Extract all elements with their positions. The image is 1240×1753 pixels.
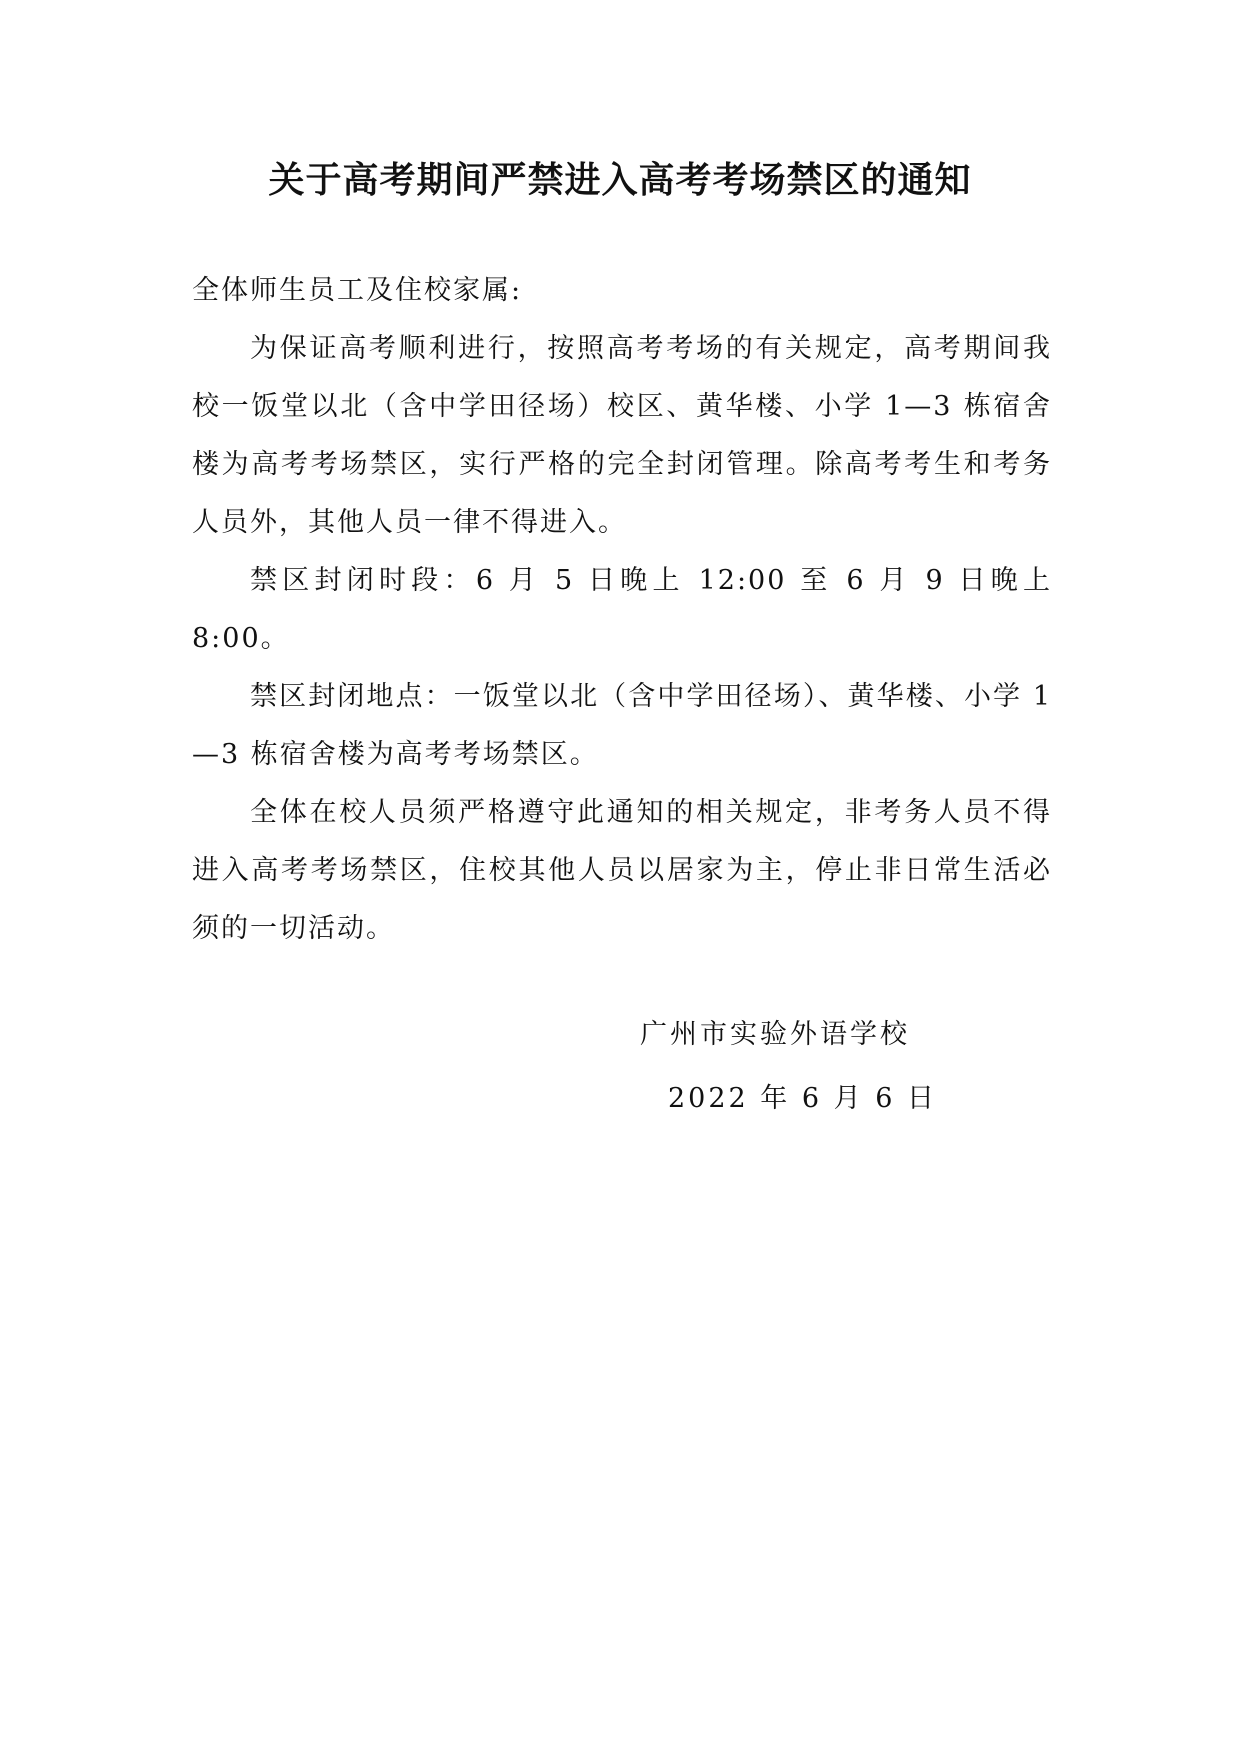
salutation: 全体师生员工及住校家属: bbox=[192, 275, 523, 306]
signature-organization: 广州市实验外语学校 bbox=[640, 1019, 910, 1050]
paragraph-closure-time: 禁区封闭时段：6 月 5 日晚上 12:00 至 6 月 9 日晚上 8:00。 bbox=[192, 565, 1052, 654]
paragraph-requirements: 全体在校人员须严格遵守此通知的相关规定，非考务人员不得进入高考考场禁区，住校其他人员以居家为主，停止非日常生活必须的一切活动。 bbox=[192, 797, 1052, 944]
signature-block bbox=[640, 1003, 960, 1131]
paragraph-closure-location: 禁区封闭地点：一饭堂以北（含中学田径场）、黄华楼、小学 1—3 栋宿舍楼为高考考场禁区。 bbox=[192, 681, 1052, 770]
document-body bbox=[192, 262, 1052, 958]
paragraph-purpose: 为保证高考顺利进行，按照高考考场的有关规定，高考期间我校一饭堂以北（含中学田径场）校区、黄华楼、小学 1—3 栋宿舍楼为高考考场禁区，实行严格的完全封闭管理。除高考考生和考务人员外，其他人员一律不得进入。 bbox=[192, 333, 1052, 538]
document-title: 关于高考期间严禁进入高考考场禁区的通知 bbox=[268, 160, 972, 201]
signature-date: 2022 年 6 月 6 日 bbox=[668, 1083, 937, 1114]
